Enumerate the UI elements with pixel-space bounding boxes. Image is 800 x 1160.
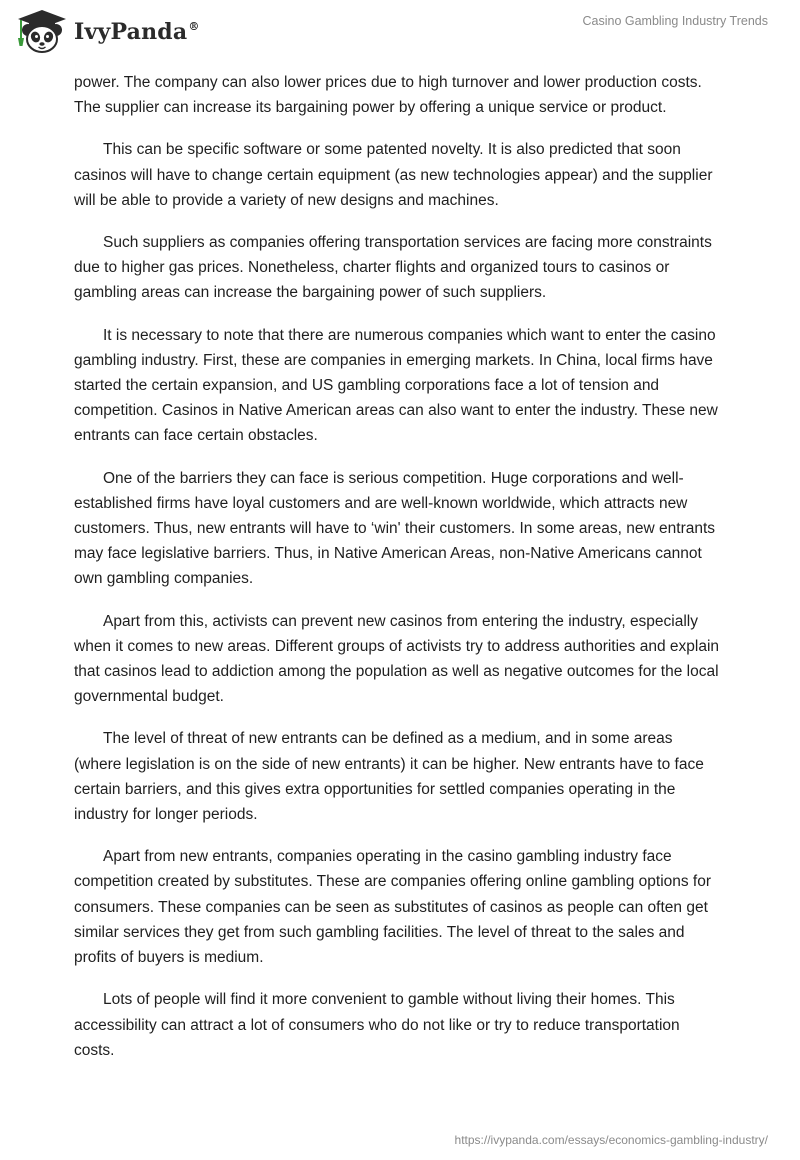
paragraph-4: It is necessary to note that there are numerous companies which want to enter the casino gambling industry. First, these are companies in emerging markets. In China, local firms have started the certain expansion, and US gambling corporations face a lot of tension and competition. Casinos in Native American areas can also want to enter the industry. These new entrants can face certain obstacles. <box>74 326 718 445</box>
paragraph-8: Apart from new entrants, companies operating in the casino gambling industry face competition created by substitutes. These are companies offering online gambling options for consumers. These companies can be seen as substitutes of casinos as people can often get similar services they get from such gambling facilities. The level of threat to the sales and profits of buyers is medium. <box>74 848 712 967</box>
paragraph-7: The level of threat of new entrants can be defined as a medium, and in some areas (where legislation is on the side of new entrants) it can be higher. New entrants have to face certain barriers, and this gives extra opportunities for settled companies operating in the industry for longer periods. <box>74 730 704 824</box>
source-url[interactable]: https://ivypanda.com/essays/economics-gambling-industry/ <box>454 1133 768 1147</box>
document-title: Casino Gambling Industry Trends <box>582 14 768 28</box>
brand-name <box>74 19 200 45</box>
paragraph-2: This can be specific software or some patented novelty. It is also predicted that soon casinos will have to change certain equipment (as new technologies appear) and the supplier will be able to provide a variety of new designs and machines. <box>74 141 713 209</box>
brand-logo[interactable] <box>14 8 200 56</box>
paragraph-3: Such suppliers as companies offering transportation services are facing more constraints due to higher gas prices. Nonetheless, charter flights and organized tours to casinos or gambling areas can increase the bargaining power of such suppliers. <box>74 234 712 302</box>
paragraph-1: power. The company can also lower prices due to high turnover and lower production costs. The supplier can increase its bargaining power by offering a unique service or product. <box>74 74 702 117</box>
page-header <box>0 0 800 64</box>
brand-name-text: IvyPanda <box>74 19 188 45</box>
paragraph-5: One of the barriers they can face is serious competition. Huge corporations and well-established firms have loyal customers and are well-known worldwide, which attracts new customers. Thus, new entrants will have to ‘win' their customers. In some areas, new entrants may face legislative barriers. Thus, in Native American Areas, non-Native Americans cannot own gambling companies. <box>74 469 716 588</box>
essay-body <box>74 70 722 1080</box>
paragraph-9: Lots of people will find it more convenient to gamble without living their homes. This accessibility can attract a lot of consumers who do not like or try to reduce transportation costs. <box>74 991 680 1059</box>
panda-graduate-logo-icon <box>14 8 70 56</box>
registered-mark: ® <box>188 20 200 33</box>
paragraph-6: Apart from this, activists can prevent new casinos from entering the industry, especially when it comes to new areas. Different groups of activists try to address authorities and explain that casinos lead to addiction among the population as well as negative outcomes for the local governmental budget. <box>74 612 720 706</box>
